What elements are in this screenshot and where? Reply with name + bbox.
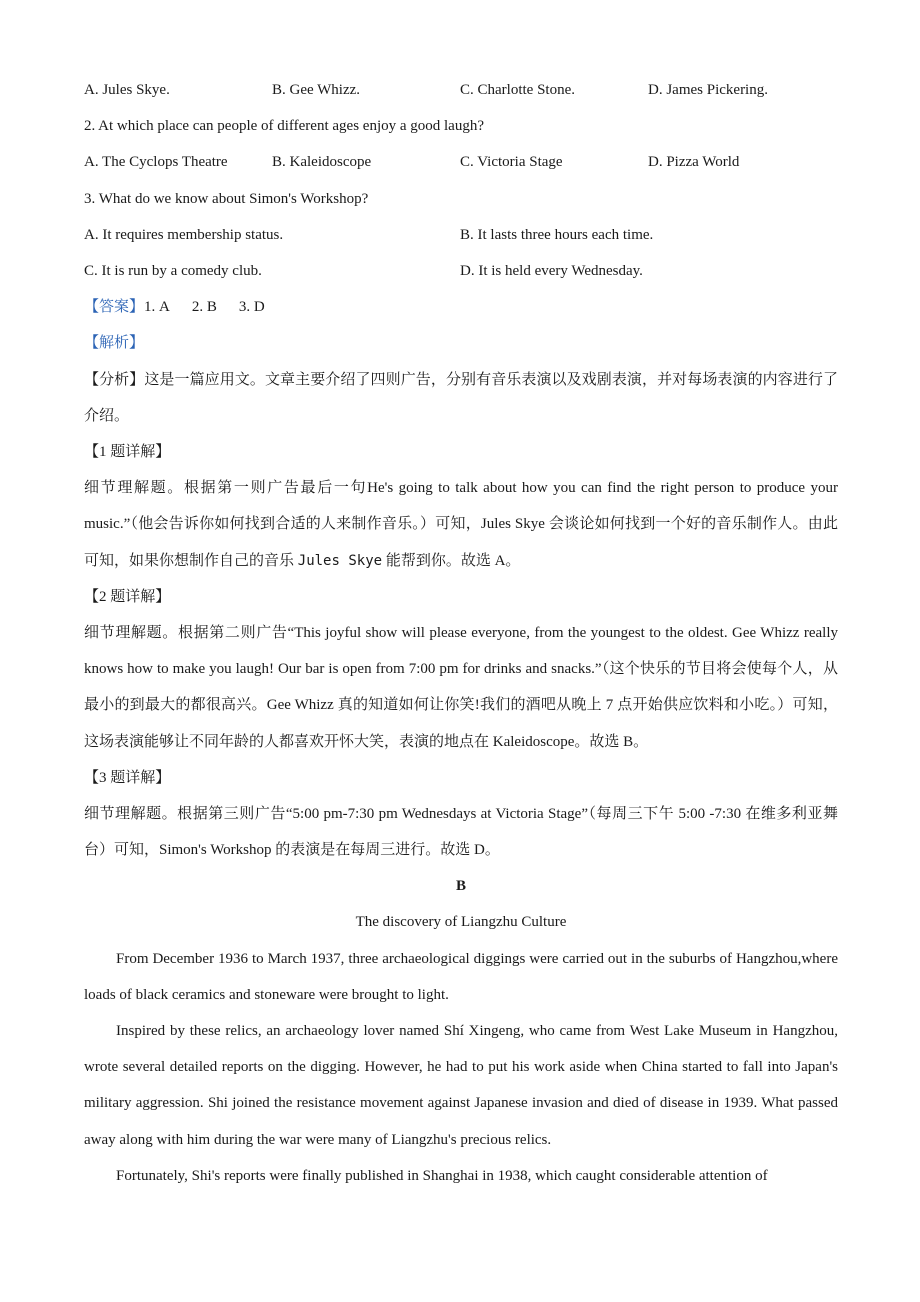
passage-paragraph-3: Fortunately, Shi's reports were finally published in Shanghai in 1938, which caught considerable attention of <box>116 1167 768 1184</box>
analysis-label: 【解析】 <box>84 335 145 352</box>
q3-option-b: B. It lasts three hours each time. <box>460 226 654 243</box>
q2-options <box>84 144 838 180</box>
detail1-text: 细节理解题。根据第一则广告最后一句He's going to talk about how you can find the right person to produce your music.”（他会告诉你如何找到合适的人来制作音乐。）可知，Jules Skye 会谈论如何找到一个好的音乐制作人。由此可知，如果你想制作自己的音乐 <box>84 480 838 569</box>
detail1-paragraph <box>84 470 838 579</box>
detail2-heading: 【2 题详解】 <box>84 588 171 605</box>
detail3-paragraph: 细节理解题。根据第三则广告“5:00 pm-7:30 pm Wednesdays at Victoria Stage”（每周三下午 5:00 -7:30 在维多利亚舞台）可知，Simon's Workshop 的表演是在每周三进行。故选 D。 <box>84 805 838 859</box>
detail3-heading: 【3 题详解】 <box>84 769 171 786</box>
q1-options <box>84 72 838 108</box>
answer-3: 3. D <box>238 299 265 316</box>
q2-option-d: D. Pizza World <box>648 154 740 171</box>
answer-label: 【答案】 <box>84 299 145 316</box>
answer-line <box>84 289 838 325</box>
q3-option-a: A. It requires membership status. <box>84 226 284 243</box>
q1-option-c: C. Charlotte Stone. <box>460 82 575 98</box>
q3-options-row1 <box>84 217 838 253</box>
q1-option-d: D. James Pickering. <box>648 82 768 98</box>
q3-option-d: D. It is held every Wednesday. <box>460 262 643 279</box>
passage-title: The discovery of Liangzhu Culture <box>355 914 567 931</box>
q2-question: 2. At which place can people of different ages enjoy a good laugh? <box>84 118 484 135</box>
passage-paragraph-2: Inspired by these relics, an archaeology lover named Shí Xingeng, who came from West Lake Museum in Hangzhou, wrote several detailed reports on the digging. However, he had to put his work aside when China started to fall into Japan's military aggression. Shi joined the resistance movement against Japanese invasion and died of disease in 1939. What passed away along with him during the war were many of Liangzhu's precious relics. <box>84 1023 838 1148</box>
q2-option-c: C. Victoria Stage <box>460 154 563 171</box>
answer-2: 2. B <box>191 299 217 316</box>
q3-option-c: C. It is run by a comedy club. <box>84 262 262 279</box>
document-page <box>84 72 838 1194</box>
q3-question: 3. What do we know about Simon's Workshop? <box>84 190 369 207</box>
q1-option-b: B. Gee Whizz. <box>272 82 361 98</box>
q3-options-row2 <box>84 253 838 289</box>
passage-paragraph-1: From December 1936 to March 1937, three archaeological diggings were carried out in the suburbs of Hangzhou,where loads of black ceramics and stoneware were brought to light. <box>84 950 838 1003</box>
q2-option-a: A. The Cyclops Theatre <box>84 154 228 171</box>
detail2-paragraph: 细节理解题。根据第二则广告“This joyful show will please everyone, from the youngest to the oldest. Gee Whizz really knows how to make you laugh! Our bar is open from 7:00 pm for drinks and snacks.”（这个快乐的节目将会使每个人，从最小的到最大的都很高兴。Gee Whizz 真的知道如何让你笑!我们的酒吧从晚上 7 点开始供应饮料和小吃。）可知，这场表演能够让不同年龄的人都喜欢开怀大笑，表演的地点在 Kaleidoscope。故选 B。 <box>84 624 838 750</box>
q1-option-a: A. Jules Skye. <box>84 82 170 98</box>
q2-option-b: B. Kaleidoscope <box>272 154 372 171</box>
section-letter: B <box>455 878 466 895</box>
overview-paragraph: 【分析】这是一篇应用文。文章主要介绍了四则广告，分别有音乐表演以及戏剧表演，并对每场表演的内容进行了介绍。 <box>84 371 838 424</box>
answer-1: 1. A <box>144 299 170 316</box>
detail1-text-end: 能帮到你。故选 A。 <box>382 552 521 569</box>
detail1-mono-name: Jules Skye <box>297 552 383 569</box>
detail1-heading: 【1 题详解】 <box>84 443 171 460</box>
